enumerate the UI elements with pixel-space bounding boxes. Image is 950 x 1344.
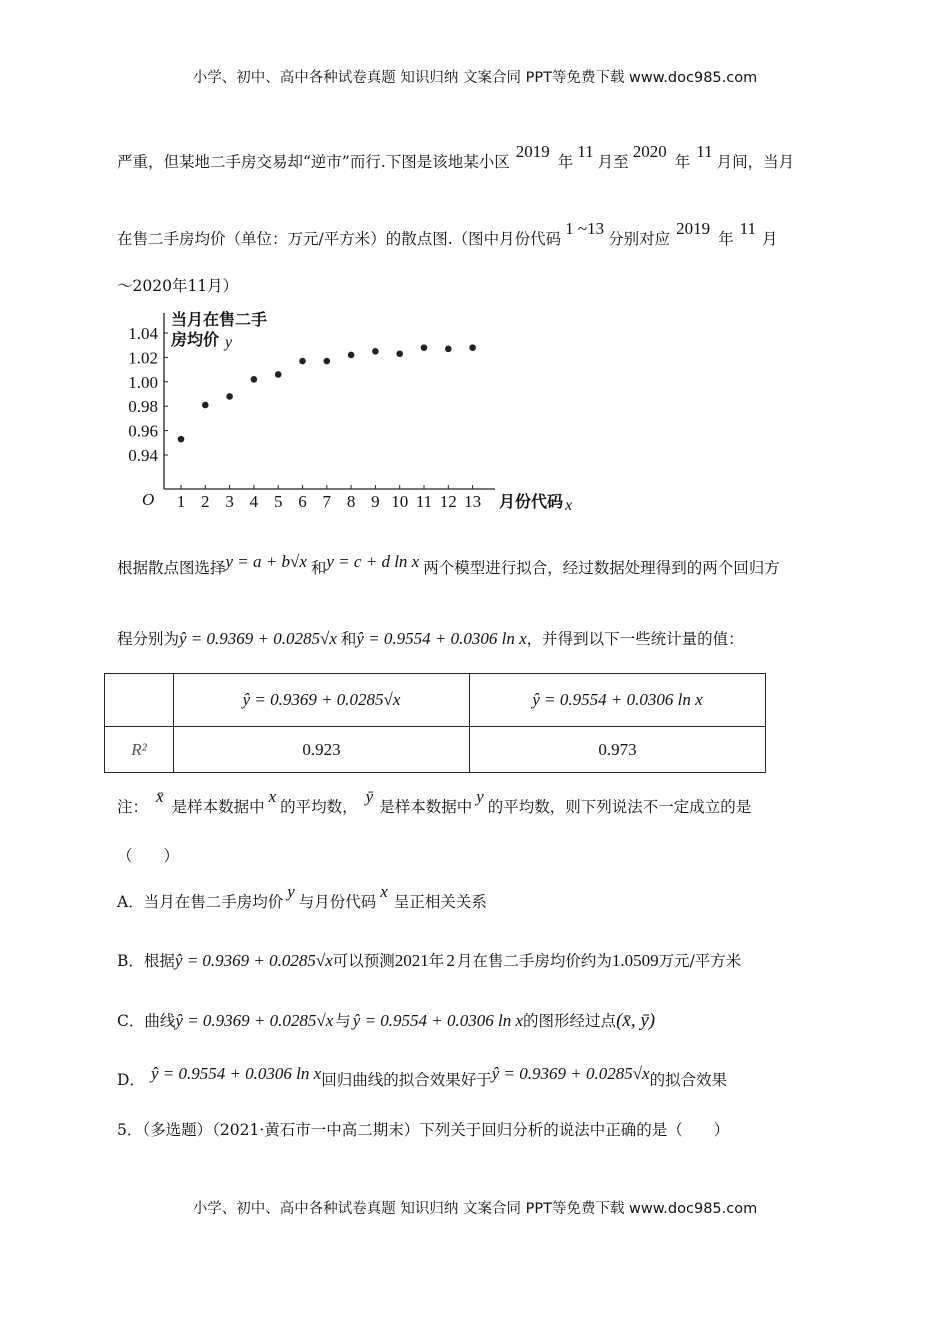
option-c[interactable]: C．曲线ŷ = 0.9369 + 0.0285√x 与 ŷ = 0.9554 + 0.0306 ln x的图形经过点(x̄, ȳ)	[117, 1010, 656, 1031]
origin-label: O	[142, 490, 155, 509]
data-point	[445, 346, 452, 353]
table-col-2-header: ŷ = 0.9554 + 0.0306 ln x	[470, 674, 766, 727]
data-point	[421, 344, 428, 351]
x-tick-label: 8	[346, 492, 356, 511]
data-point	[299, 358, 306, 365]
data-point	[275, 371, 282, 378]
data-point	[226, 393, 233, 400]
page-header: 小学、初中、高中各种试卷真题 知识归纳 文案合同 PPT等免费下载 www.doc985.com	[192, 70, 758, 86]
x-tick-label: 9	[371, 492, 380, 511]
intro-line-3: ～2020年11月）	[117, 277, 239, 295]
table-r2-value-2: 0.973	[470, 727, 766, 773]
data-point	[348, 352, 355, 359]
x-tick-label: 11	[415, 492, 433, 511]
table-header-row	[105, 674, 766, 727]
y-tick-label: 1.00	[128, 372, 158, 392]
option-a[interactable]: A．当月在售二手房均价y与月份代码x呈正相关关系	[117, 882, 487, 911]
x-axis-label: 月份代码	[499, 494, 564, 511]
x-tick-label: 3	[225, 492, 234, 511]
x-tick-label: 7	[322, 492, 332, 511]
y-tick-label: 0.96	[128, 421, 158, 441]
x-tick-label: 2	[201, 492, 210, 511]
data-point	[251, 376, 258, 383]
x-axis-variable: x	[565, 497, 573, 514]
scatter-chart	[117, 305, 597, 519]
page-footer: 小学、初中、高中各种试卷真题 知识归纳 文案合同 PPT等免费下载 www.doc985.com	[192, 1201, 758, 1217]
note-line: 注：x̄是样本数据中x的平均数，ȳ是样本数据中y的平均数，则下列说法不一定成立的是	[117, 787, 752, 816]
statistics-table	[104, 673, 766, 773]
data-point	[324, 358, 331, 365]
model-paragraph-line-2: 程分别为ŷ = 0.9369 + 0.0285√x 和ŷ = 0.9554 + 0.0306 ln x，并得到以下一些统计量的值：	[117, 629, 744, 648]
data-point	[178, 436, 185, 443]
scatter-plot-svg	[117, 305, 597, 515]
option-b[interactable]: B．根据ŷ = 0.9369 + 0.0285√x可以预测2021年 2 月在售二手房均价约为1.0509万元/平方米	[117, 951, 742, 970]
data-point	[469, 344, 476, 351]
x-tick-label: 13	[464, 492, 482, 511]
table-col-1-header: ŷ = 0.9369 + 0.0285√x	[174, 674, 470, 727]
y-tick-label: 0.98	[128, 397, 158, 417]
intro-line-1: 严重，但某地二手房交易却“逆市”而行.下图是该地某小区2019年11月至2020年11月间，当月	[117, 142, 795, 171]
option-d[interactable]: D． ŷ = 0.9554 + 0.0306 ln x回归曲线的拟合效果好于ŷ = 0.9369 + 0.0285√x的拟合效果	[117, 1064, 728, 1089]
x-tick-label: 12	[439, 492, 457, 511]
question-5: 5．（多选题）（2021·黄石市一中高二期末）下列关于回归分析的说法中正确的是（ ）	[117, 1121, 730, 1139]
table-row-r2	[105, 727, 766, 773]
data-point	[202, 402, 209, 409]
data-point	[372, 348, 379, 355]
x-tick-label: 1	[176, 492, 186, 511]
data-point	[396, 350, 403, 357]
y-axis-label-line-1: 当月在售二手	[171, 312, 268, 329]
y-axis-label-line-2: 房均价	[171, 332, 220, 349]
y-tick-label: 1.02	[128, 348, 158, 368]
x-tick-label: 5	[273, 492, 283, 511]
table-r2-value-1: 0.923	[174, 727, 470, 773]
y-tick-label: 0.94	[128, 446, 158, 465]
y-axis-variable: y	[225, 334, 233, 351]
x-tick-label: 10	[391, 492, 409, 511]
regression-eq-1: ŷ = 0.9369 + 0.0285√x	[179, 629, 337, 648]
y-tick-label: 1.04	[128, 324, 158, 343]
x-tick-label: 6	[298, 492, 307, 511]
table-corner-cell	[105, 674, 174, 727]
regression-eq-2: ŷ = 0.9554 + 0.0306 ln x	[356, 629, 527, 648]
answer-paren: （ ）	[117, 847, 180, 865]
x-tick-label: 4	[249, 492, 259, 511]
intro-line-2: 在售二手房均价（单位：万元/平方米）的散点图.（图中月份代码1 ~13分别对应2019年11月	[117, 219, 778, 248]
table-row-label: R²	[105, 727, 174, 773]
model-paragraph-line-1: 根据散点图选择y = a + b√x 和y = c + d ln x 两个模型进行拟合，经过数据处理得到的两个回归方	[117, 552, 780, 577]
